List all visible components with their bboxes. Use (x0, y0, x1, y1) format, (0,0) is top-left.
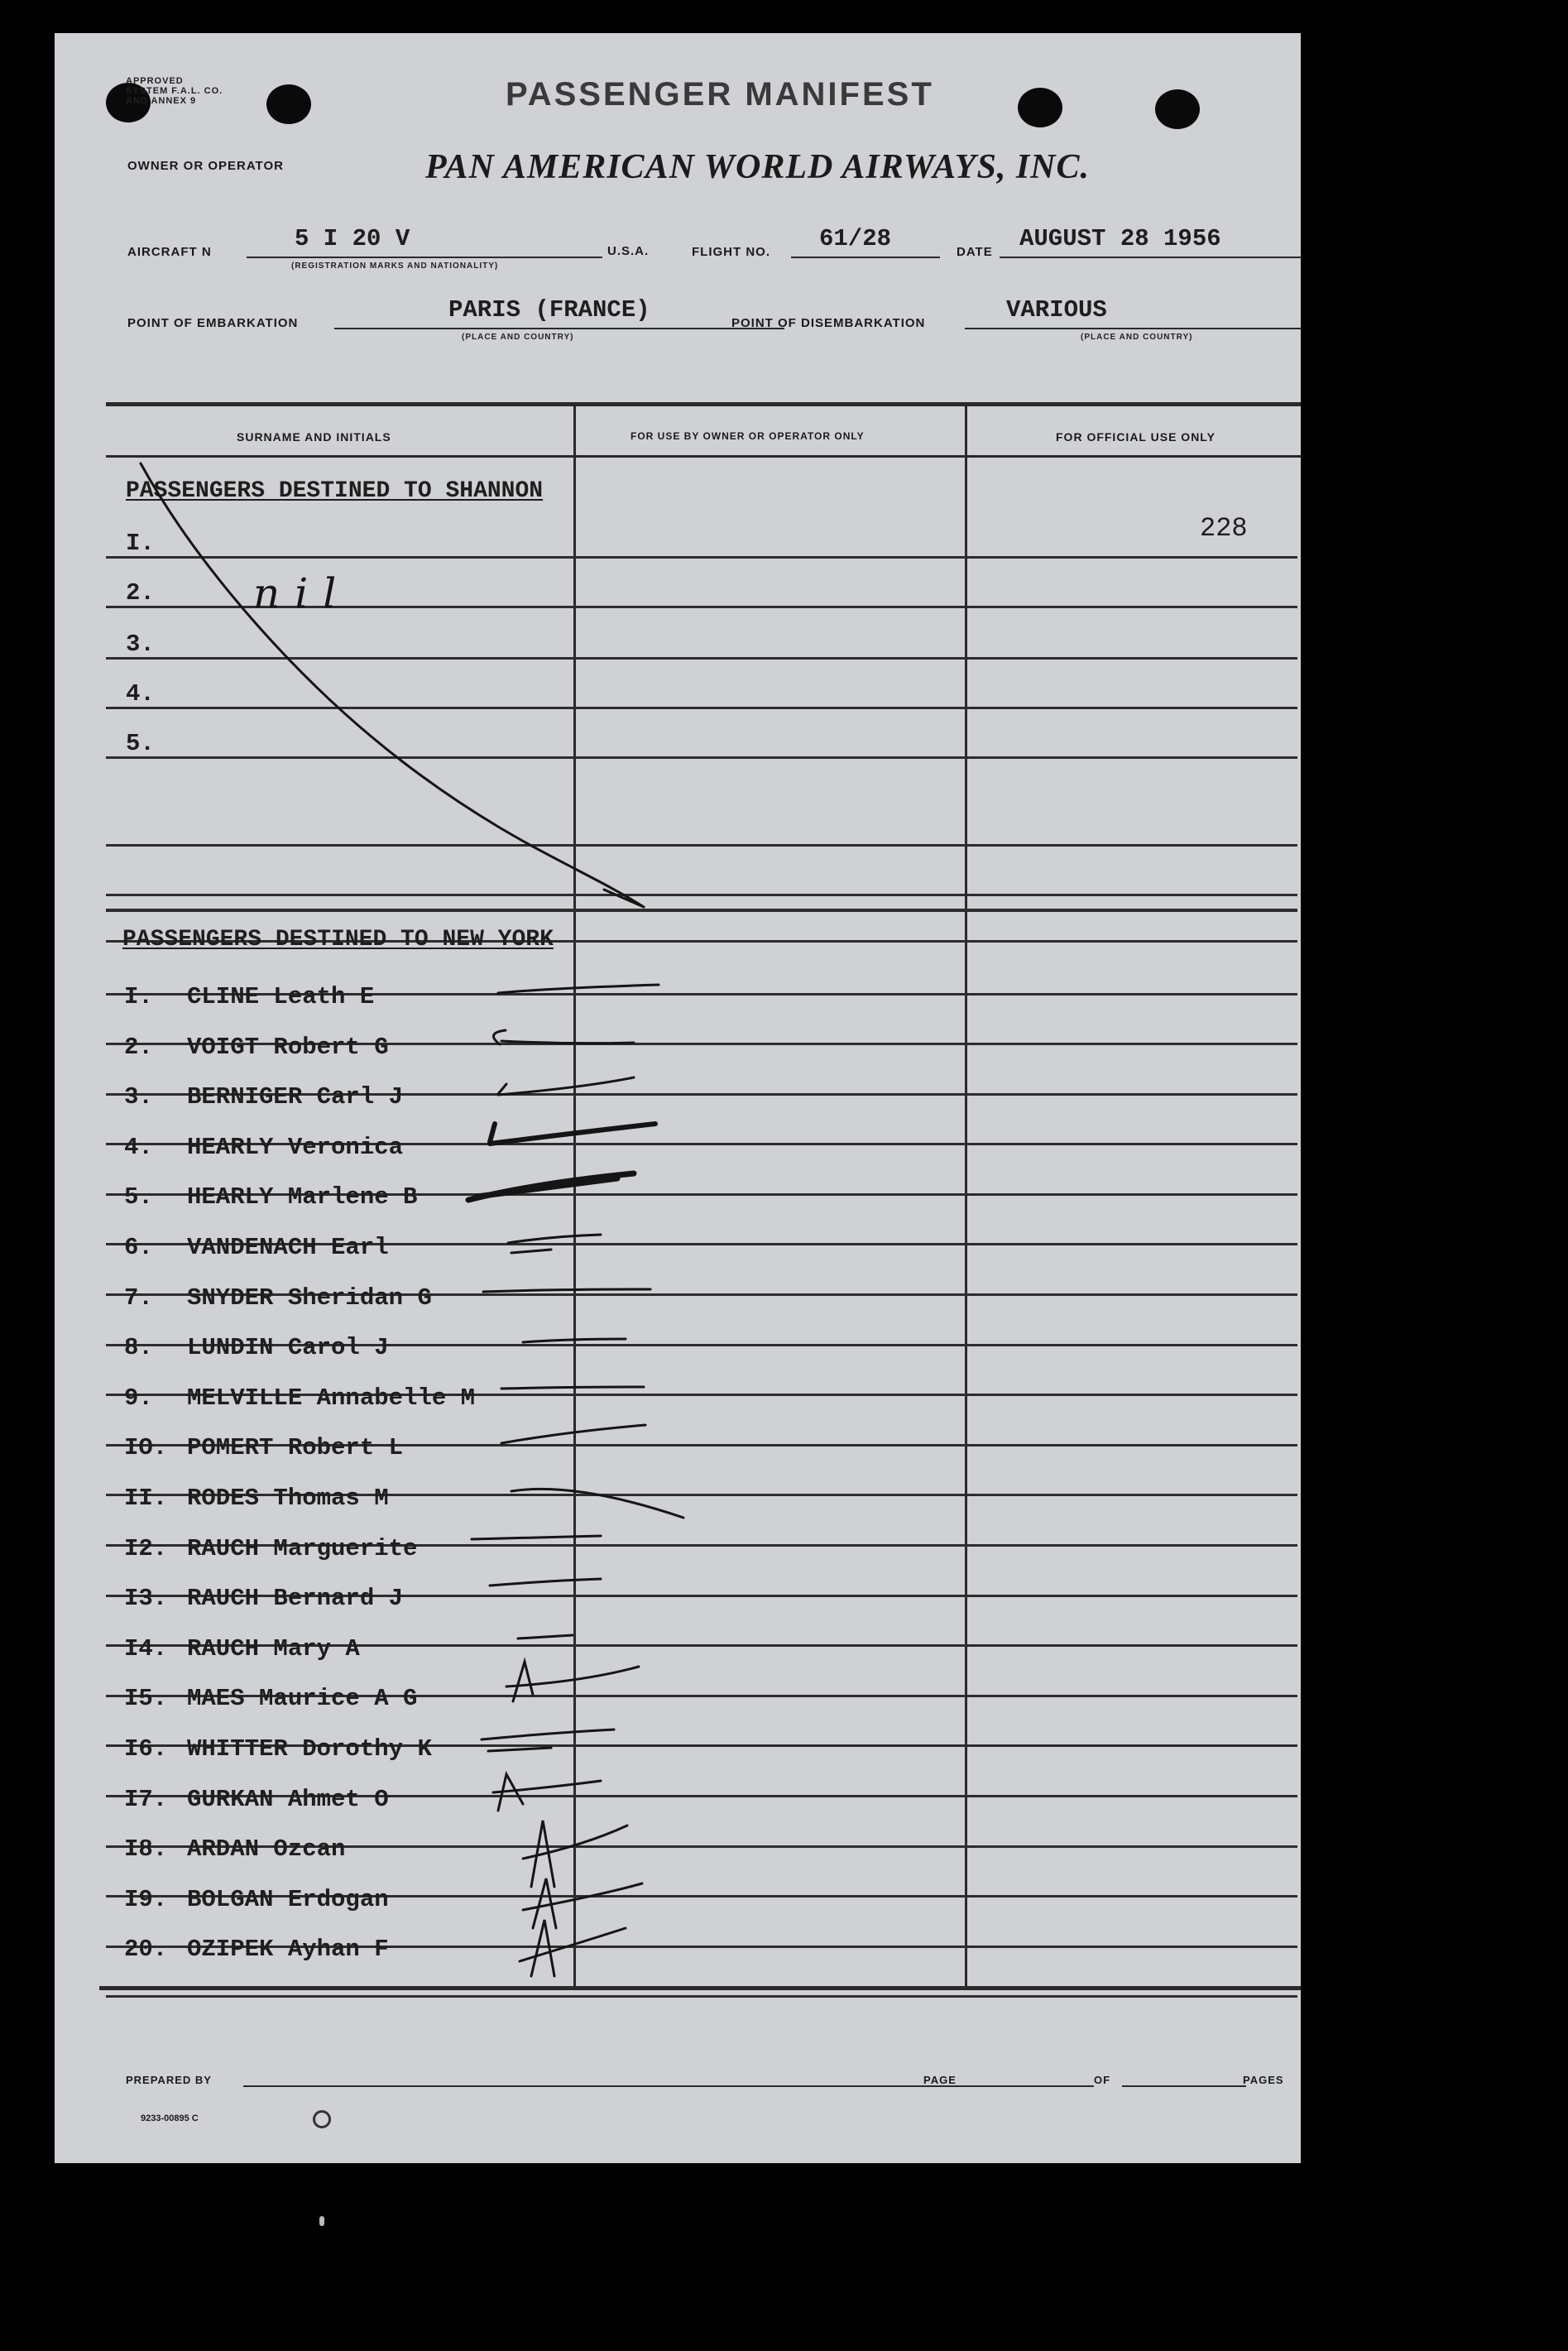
shannon-num-2: 2. (126, 579, 155, 607)
punch-hole-left-2 (266, 84, 311, 124)
passenger-name: WHITTER Dorothy K (187, 1735, 432, 1763)
passenger-name: RAUCH Marguerite (187, 1535, 418, 1562)
new-york-heading: PASSENGERS DESTINED TO NEW YORK (122, 927, 554, 952)
flight-label: FLIGHT NO. (692, 245, 770, 259)
passenger-number: I2. (124, 1535, 168, 1562)
passenger-number: I3. (124, 1585, 168, 1612)
pages-label: PAGES (1243, 2074, 1284, 2086)
shannon-num-1: I. (126, 530, 155, 557)
prepared-by-line (243, 2085, 980, 2087)
page-label: PAGE (923, 2074, 957, 2086)
date-label: DATE (957, 245, 993, 259)
passenger-name: HEARLY Veronica (187, 1134, 404, 1161)
passenger-name: RAUCH Mary A (187, 1635, 360, 1662)
passenger-number: I5. (124, 1685, 168, 1712)
check-mark-16 (482, 1730, 614, 1751)
passenger-name: SNYDER Sheridan G (187, 1284, 432, 1312)
passenger-number: IO. (124, 1434, 168, 1461)
passenger-number: I. (124, 983, 153, 1010)
check-mark-20 (520, 1920, 626, 1976)
date-value: AUGUST 28 1956 (1019, 225, 1221, 252)
check-mark-1 (498, 985, 659, 993)
aircraft-underline (247, 257, 602, 258)
of-label: OF (1094, 2074, 1111, 2086)
passenger-number: 20. (124, 1936, 168, 1963)
column-header-operator: FOR USE BY OWNER OR OPERATOR ONLY (631, 430, 865, 442)
punch-hole-right-2 (1155, 89, 1200, 129)
official-use-number: 228 (1200, 513, 1248, 544)
check-mark-7 (483, 1289, 650, 1292)
film-speck (319, 2216, 324, 2226)
passenger-name: BERNIGER Carl J (187, 1083, 404, 1111)
embark-underline (334, 328, 784, 329)
table-header-border (106, 455, 1301, 458)
passenger-name: RAUCH Bernard J (187, 1585, 404, 1612)
column-header-official: FOR OFFICIAL USE ONLY (1056, 430, 1216, 444)
column-divider-1 (573, 402, 576, 1989)
row-rule (106, 894, 1297, 896)
passenger-name: LUNDIN Carol J (187, 1334, 389, 1361)
row-rule (106, 1995, 1297, 1998)
aircraft-value: 5 I 20 V (295, 225, 410, 252)
passenger-name: HEARLY Marlene B (187, 1183, 418, 1211)
approval-stamp (126, 76, 223, 106)
shannon-strikethrough-line (141, 463, 644, 907)
passenger-name: POMERT Robert L (187, 1434, 404, 1461)
table-bottom-border (99, 1986, 1301, 1990)
row-rule (106, 756, 1297, 759)
passenger-name: ARDAN Ozcan (187, 1835, 346, 1863)
embark-label: POINT OF EMBARKATION (127, 316, 299, 330)
table-top-border (106, 402, 1301, 406)
passenger-number: 7. (124, 1284, 153, 1312)
passenger-number: I6. (124, 1735, 168, 1763)
approval-line-1: APPROVED (126, 76, 184, 86)
approval-line-2: SYSTEM F.A.L. CO. (126, 86, 223, 96)
page-line (970, 2085, 1094, 2087)
row-rule (106, 844, 1297, 847)
column-divider-2 (965, 402, 967, 1989)
shannon-num-5: 5. (126, 730, 155, 757)
passenger-name: RODES Thomas M (187, 1485, 389, 1512)
check-mark-3 (498, 1077, 634, 1095)
passenger-name: VANDENACH Earl (187, 1234, 389, 1261)
passenger-number: 5. (124, 1183, 153, 1211)
check-mark-5 (468, 1173, 634, 1200)
disembark-label: POINT OF DISEMBARKATION (731, 316, 926, 330)
row-rule (106, 657, 1297, 660)
approval-line-3: AND ANNEX 9 (126, 96, 197, 106)
passenger-number: 8. (124, 1334, 153, 1361)
passenger-name: OZIPEK Ayhan F (187, 1936, 389, 1963)
passenger-number: I9. (124, 1886, 168, 1913)
of-line (1122, 2085, 1246, 2087)
shannon-num-3: 3. (126, 631, 155, 658)
passenger-name: CLINE Leath E (187, 983, 375, 1010)
section-divider (106, 909, 1297, 912)
check-mark-12 (472, 1536, 601, 1539)
prepared-by-label: PREPARED BY (126, 2074, 212, 2086)
check-mark-19 (523, 1878, 642, 1928)
aircraft-sub: (REGISTRATION MARKS AND NATIONALITY) (291, 261, 499, 271)
form-number: 9233-00895 C (141, 2114, 199, 2123)
check-mark-4 (490, 1124, 655, 1144)
punch-hole-right-1 (1018, 88, 1062, 127)
check-mark-14 (518, 1635, 573, 1639)
passenger-name: GURKAN Ahmet O (187, 1786, 389, 1813)
owner-label: OWNER OR OPERATOR (127, 159, 284, 173)
column-header-surname: SURNAME AND INITIALS (237, 430, 391, 444)
passenger-name: VOIGT Robert G (187, 1034, 389, 1061)
owner-value: PAN AMERICAN WORLD AIRWAYS, INC. (425, 148, 1091, 186)
check-mark-9 (501, 1387, 644, 1389)
row-rule (106, 707, 1297, 709)
passenger-number: 3. (124, 1083, 153, 1111)
handwritten-nil-note: nil (253, 569, 352, 617)
manifest-sheet (55, 33, 1301, 2163)
embark-value: PARIS (FRANCE) (448, 296, 650, 324)
flight-underline (791, 257, 940, 258)
page-title: PASSENGER MANIFEST (506, 76, 934, 113)
passenger-number: II. (124, 1485, 168, 1512)
embark-sub: (PLACE AND COUNTRY) (462, 333, 574, 342)
disembark-value: VARIOUS (1006, 296, 1107, 324)
shannon-num-4: 4. (126, 680, 155, 708)
passenger-number: 2. (124, 1034, 153, 1061)
passenger-number: 4. (124, 1134, 153, 1161)
passenger-name: MAES Maurice A G (187, 1685, 418, 1712)
passenger-number: I7. (124, 1786, 168, 1813)
passenger-number: I8. (124, 1835, 168, 1863)
passenger-number: I4. (124, 1635, 168, 1662)
union-label-icon (313, 2110, 331, 2128)
date-underline (1000, 257, 1301, 258)
passenger-number: 6. (124, 1234, 153, 1261)
aircraft-label: AIRCRAFT N (127, 245, 212, 259)
disembark-underline (965, 328, 1301, 329)
usa-label: U.S.A. (607, 244, 650, 258)
disembark-sub: (PLACE AND COUNTRY) (1081, 333, 1193, 342)
passenger-name: BOLGAN Erdogan (187, 1886, 389, 1913)
check-mark-17 (493, 1774, 601, 1811)
check-mark-13 (490, 1579, 601, 1586)
shannon-heading: PASSENGERS DESTINED TO SHANNON (126, 478, 544, 504)
flight-value: 61/28 (819, 225, 892, 252)
row-rule (106, 556, 1297, 559)
passenger-name: MELVILLE Annabelle M (187, 1384, 476, 1412)
passenger-number: 9. (124, 1384, 153, 1412)
